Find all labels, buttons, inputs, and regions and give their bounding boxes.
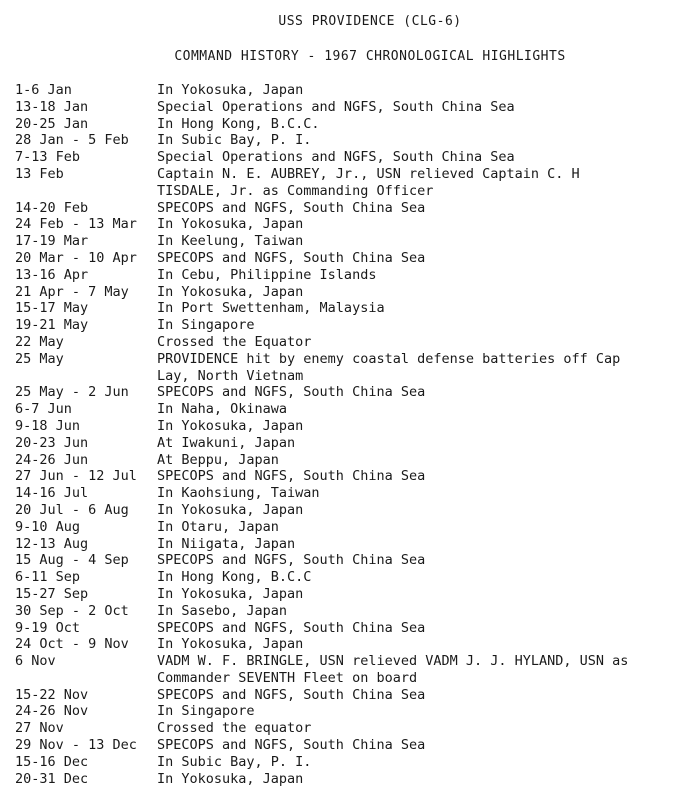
entry-date: 7-13 Feb xyxy=(15,149,81,166)
entry-event: In Cebu, Philippine Islands xyxy=(157,266,377,283)
entry-date: 14-16 Jul xyxy=(15,485,89,502)
entry-event: Crossed the equator xyxy=(157,720,312,737)
chronology-entry xyxy=(15,216,657,233)
ship-title: USS PROVIDENCE (CLG-6) xyxy=(278,14,462,29)
chronology-entry xyxy=(15,149,657,166)
entry-date: 17-19 Mar xyxy=(15,233,89,250)
chronology-entry xyxy=(15,703,657,720)
chronology-entry xyxy=(15,771,657,788)
chronology-entry xyxy=(15,99,657,116)
entry-date: 27 Nov xyxy=(15,720,64,737)
entry-event: In Kaohsiung, Taiwan xyxy=(157,485,320,502)
chronology-entry xyxy=(15,418,657,435)
entry-date: 24-26 Nov xyxy=(15,703,89,720)
entry-event: In Subic Bay, P. I. xyxy=(157,753,312,770)
chronology-entry xyxy=(15,720,657,737)
chronology-entry xyxy=(15,687,657,704)
entry-event: In Yokosuka, Japan xyxy=(157,417,304,434)
chronology-entry xyxy=(15,166,657,200)
entry-date: 15-22 Nov xyxy=(15,686,89,703)
entry-event: SPECOPS and NGFS, South China Sea xyxy=(157,552,426,569)
entry-event: In Yokosuka, Japan xyxy=(157,770,304,787)
chronology-entry xyxy=(15,334,657,351)
chronology-list xyxy=(15,82,657,787)
entry-date: 20-25 Jan xyxy=(15,115,89,132)
chronology-entry xyxy=(15,552,657,569)
entry-event: SPECOPS and NGFS, South China Sea xyxy=(157,468,426,485)
entry-date: 25 May - 2 Jun xyxy=(15,384,129,401)
entry-event: VADM W. F. BRINGLE, USN relieved VADM J. J. HYLAND, USN as Commander SEVENTH Fleet on board xyxy=(157,653,629,686)
chronology-entry xyxy=(15,586,657,603)
entry-event: In Yokosuka, Japan xyxy=(157,585,304,602)
entry-event: In Sasebo, Japan xyxy=(157,602,288,619)
chronology-entry xyxy=(15,569,657,586)
entry-date: 1-6 Jan xyxy=(15,82,72,98)
page-subtitle: COMMAND HISTORY - 1967 CHRONOLOGICAL HIGHLIGHTS xyxy=(174,49,566,64)
chronology-entry xyxy=(15,603,657,620)
entry-date: 19-21 May xyxy=(15,317,89,334)
chronology-entry xyxy=(15,267,657,284)
chronology-entry xyxy=(15,485,657,502)
entry-date: 15-16 Dec xyxy=(15,753,89,770)
entry-date: 6 Nov xyxy=(15,653,56,670)
entry-date: 9-18 Jun xyxy=(15,417,81,434)
entry-date: 21 Apr - 7 May xyxy=(15,283,129,300)
chronology-entry xyxy=(15,401,657,418)
entry-date: 13 Feb xyxy=(15,165,64,182)
chronology-entry xyxy=(15,452,657,469)
entry-event: In Singapore xyxy=(157,703,255,720)
entry-date: 20 Jul - 6 Aug xyxy=(15,501,129,518)
chronology-entry xyxy=(15,317,657,334)
entry-event: In Singapore xyxy=(157,317,255,334)
chronology-entry xyxy=(15,754,657,771)
entry-event: Captain N. E. AUBREY, Jr., USN relieved Captain C. H TISDALE, Jr. as Commanding Officer xyxy=(157,165,580,199)
entry-event: In Yokosuka, Japan xyxy=(157,283,304,300)
entry-date: 14-20 Feb xyxy=(15,199,89,216)
chronology-entry xyxy=(15,636,657,653)
entry-date: 9-19 Oct xyxy=(15,619,81,636)
entry-date: 27 Jun - 12 Jul xyxy=(15,468,137,485)
chronology-entry xyxy=(15,300,657,317)
chronology-entry xyxy=(15,132,657,149)
chronology-entry xyxy=(15,250,657,267)
chronology-entry xyxy=(15,384,657,401)
entry-event: SPECOPS and NGFS, South China Sea xyxy=(157,384,426,401)
entry-event: SPECOPS and NGFS, South China Sea xyxy=(157,619,426,636)
entry-event: SPECOPS and NGFS, South China Sea xyxy=(157,249,426,266)
entry-date: 13-16 Apr xyxy=(15,266,89,283)
chronology-entry xyxy=(15,468,657,485)
entry-event: At Beppu, Japan xyxy=(157,451,279,468)
entry-event: SPECOPS and NGFS, South China Sea xyxy=(157,686,426,703)
entry-event: SPECOPS and NGFS, South China Sea xyxy=(157,199,426,216)
entry-event: Special Operations and NGFS, South China Sea xyxy=(157,149,515,166)
entry-date: 6-11 Sep xyxy=(15,569,81,586)
entry-event: In Keelung, Taiwan xyxy=(157,233,304,250)
chronology-entry xyxy=(15,82,657,99)
entry-date: 30 Sep - 2 Oct xyxy=(15,602,129,619)
entry-event: In Subic Bay, P. I. xyxy=(157,132,312,149)
chronology-entry xyxy=(15,435,657,452)
entry-date: 22 May xyxy=(15,333,64,350)
entry-event: Special Operations and NGFS, South China Sea xyxy=(157,98,515,115)
entry-event: In Yokosuka, Japan xyxy=(157,216,304,233)
entry-date: 12-13 Aug xyxy=(15,535,89,552)
entry-event: In Yokosuka, Japan xyxy=(157,501,304,518)
entry-event: In Hong Kong, B.C.C. xyxy=(157,115,320,132)
chronology-entry xyxy=(15,653,657,687)
chronology-entry xyxy=(15,620,657,637)
chronology-entry xyxy=(15,536,657,553)
entry-date: 13-18 Jan xyxy=(15,98,89,115)
entry-date: 24-26 Jun xyxy=(15,451,89,468)
entry-event: At Iwakuni, Japan xyxy=(157,434,296,451)
entry-date: 15-17 May xyxy=(15,300,89,317)
entry-event: PROVIDENCE hit by enemy coastal defense batteries off Cap Lay, North Vietnam xyxy=(157,350,621,384)
entry-event: In Otaru, Japan xyxy=(157,518,279,535)
entry-date: 6-7 Jun xyxy=(15,401,72,418)
entry-event: SPECOPS and NGFS, South China Sea xyxy=(157,737,426,754)
chronology-entry xyxy=(15,502,657,519)
entry-date: 15 Aug - 4 Sep xyxy=(15,552,129,569)
entry-event: In Yokosuka, Japan xyxy=(157,636,304,653)
entry-date: 28 Jan - 5 Feb xyxy=(15,132,129,149)
entry-event: In Naha, Okinawa xyxy=(157,401,288,418)
entry-event: In Hong Kong, B.C.C xyxy=(157,569,312,586)
entry-date: 15-27 Sep xyxy=(15,585,89,602)
entry-date: 20 Mar - 10 Apr xyxy=(15,249,137,266)
chronology-entry xyxy=(15,200,657,217)
entry-date: 20-31 Dec xyxy=(15,770,89,787)
entry-date: 29 Nov - 13 Dec xyxy=(15,737,137,754)
chronology-entry xyxy=(15,737,657,754)
entry-event: In Port Swettenham, Malaysia xyxy=(157,300,385,317)
entry-date: 25 May xyxy=(15,350,64,367)
entry-event: Crossed the Equator xyxy=(157,333,312,350)
entry-date: 20-23 Jun xyxy=(15,434,89,451)
chronology-entry xyxy=(15,116,657,133)
entry-date: 24 Feb - 13 Mar xyxy=(15,216,137,233)
chronology-entry xyxy=(15,284,657,301)
chronology-entry xyxy=(15,519,657,536)
entry-event: In Yokosuka, Japan xyxy=(157,82,304,98)
entry-event: In Niigata, Japan xyxy=(157,535,296,552)
entry-date: 9-10 Aug xyxy=(15,518,81,535)
chronology-entry xyxy=(15,351,657,385)
entry-date: 24 Oct - 9 Nov xyxy=(15,636,129,653)
chronology-entry xyxy=(15,233,657,250)
